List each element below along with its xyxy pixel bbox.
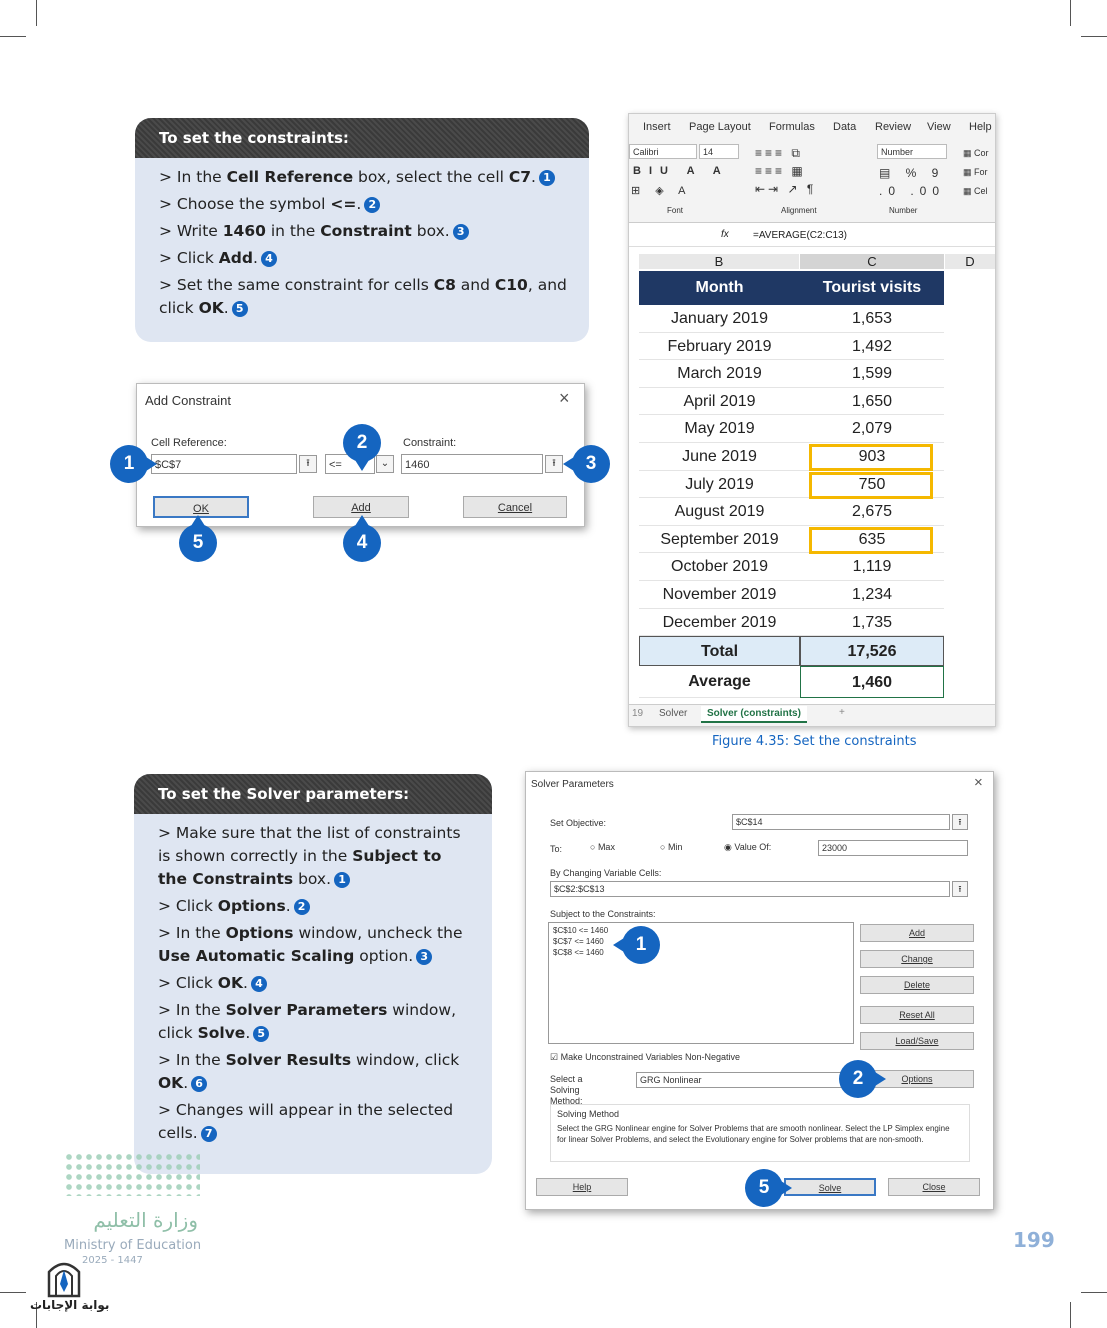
table-row-month[interactable]: November 2019	[639, 581, 800, 609]
solver-callout-5: 5	[745, 1169, 783, 1207]
help-button[interactable]: Help	[536, 1178, 628, 1196]
constraint-step	[159, 193, 569, 216]
max-label: Max	[597, 842, 615, 852]
step-text: .	[223, 299, 229, 317]
table-row-month[interactable]: March 2019	[639, 360, 800, 388]
step-number-badge: 4	[251, 976, 267, 992]
close-button[interactable]: Close	[888, 1178, 980, 1196]
callout-5: 5	[179, 524, 217, 562]
col-header-b: B	[639, 254, 799, 269]
callout-1: 1	[110, 445, 148, 483]
fx-icon: fx	[721, 229, 729, 240]
excel-window	[628, 113, 996, 727]
font-style-icons[interactable]: BIU A A	[633, 165, 729, 177]
callout-4: 4	[343, 524, 381, 562]
step-number-badge: 2	[294, 899, 310, 915]
group-label-font: Font	[667, 206, 684, 215]
total-row-value[interactable]: 17,526	[800, 636, 944, 666]
group-label-alignment: Alignment	[781, 206, 817, 215]
average-row-month[interactable]: Average	[639, 666, 800, 698]
ribbon-tab[interactable]: Help	[969, 121, 992, 133]
constraint-highlight	[809, 472, 933, 499]
step-text: > Choose the symbol	[159, 195, 331, 213]
table-row-month[interactable]: July 2019	[639, 471, 800, 499]
step-text: .	[252, 249, 258, 267]
solver-panel	[134, 774, 492, 1174]
table-row-value[interactable]: 1,650	[800, 388, 944, 416]
step-number-badge: 7	[201, 1126, 217, 1142]
constraints-panel	[135, 118, 589, 342]
step-text: window, click	[158, 1001, 457, 1042]
step-text: Cell Reference	[226, 168, 354, 186]
ok-button[interactable]: OK	[153, 496, 249, 518]
step-text: Solver Results	[225, 1051, 352, 1069]
styles-item[interactable]: ▦ Cel	[963, 186, 988, 196]
step-text: 1460	[222, 222, 266, 240]
solver-step	[158, 1049, 472, 1095]
value-of-radio[interactable]: ◉ Value Of:	[724, 842, 772, 852]
side-button-loadsave[interactable]: Load/Save	[860, 1032, 974, 1050]
step-text: C10	[494, 276, 528, 294]
step-text: Options	[217, 897, 286, 915]
solver-step	[158, 822, 472, 891]
formula-text: =AVERAGE(C2:C13)	[753, 230, 848, 241]
constraint-item[interactable]: $C$7 <= 1460	[553, 937, 604, 946]
side-button-delete[interactable]: Delete	[860, 976, 974, 994]
table-row-month[interactable]: May 2019	[639, 415, 800, 443]
group-label-number: Number	[889, 206, 918, 215]
add-button[interactable]: Add	[313, 496, 409, 518]
constraint-step	[159, 220, 569, 243]
table-row-value[interactable]: 1,492	[800, 333, 944, 361]
table-row-value[interactable]: 1,234	[800, 581, 944, 609]
alignment-icons[interactable]: ≡≡≡ ⧉ ≡≡≡ ▦ ⇤⇥ ↗ ¶	[755, 146, 817, 196]
step-text: OK	[217, 974, 243, 992]
method-select[interactable]: GRG Nonlinear	[636, 1072, 846, 1088]
total-row-month[interactable]: Total	[639, 636, 800, 666]
min-radio[interactable]: ○ Min	[660, 842, 683, 852]
operator-select[interactable]: <=	[325, 454, 375, 474]
cell-reference-input[interactable]: $C$7	[151, 454, 297, 474]
step-text: window, click	[351, 1051, 460, 1069]
set-objective-label: Set Objective:	[550, 818, 607, 828]
step-text: option.	[354, 947, 414, 965]
step-text: > In the	[159, 168, 227, 186]
page-number: 199	[1013, 1228, 1055, 1252]
step-text: > In the	[158, 1001, 226, 1019]
changing-cells-label: By Changing Variable Cells:	[550, 868, 662, 878]
step-text: C7	[508, 168, 532, 186]
col-header-c: C	[800, 254, 944, 269]
table-row-month[interactable]: February 2019	[639, 333, 800, 361]
cell-reference-label: Cell Reference:	[151, 437, 227, 449]
min-label: Min	[667, 842, 683, 852]
solving-method-box	[550, 1104, 970, 1162]
max-radio[interactable]: ○ Max	[590, 842, 615, 852]
collapse-changing-icon[interactable]: ⭱	[952, 881, 968, 897]
solver-callout-2: 2	[839, 1060, 877, 1098]
step-text: Solver Parameters	[225, 1001, 388, 1019]
number-format-icons[interactable]: ▤ % 9 .0 .00	[879, 166, 946, 198]
step-text: > In the	[158, 924, 226, 942]
ministry-logo-dots	[64, 1152, 200, 1196]
border-fill-icons[interactable]: ⊞ ◈ A	[631, 185, 692, 197]
changing-cells-input[interactable]: $C$2:$C$13	[550, 881, 950, 897]
dialog-title: Add Constraint	[145, 393, 231, 408]
step-text: > Click	[159, 249, 219, 267]
ribbon-tab[interactable]: Review	[875, 121, 912, 133]
step-number-badge: 1	[539, 170, 555, 186]
figure-caption: Figure 4.35: Set the constraints	[712, 734, 917, 749]
close-icon[interactable]: ×	[974, 774, 983, 791]
portal-name-ar: بوابة الإجابات	[30, 1298, 110, 1312]
sheet-row-num: 19	[632, 708, 644, 719]
step-text: , and click	[159, 276, 567, 317]
step-text: > Write	[159, 222, 223, 240]
method-label: Select a Solving Method:	[550, 1074, 583, 1106]
step-text: OK	[158, 1074, 184, 1092]
solver-step	[158, 999, 472, 1045]
constraint-step	[159, 247, 569, 270]
ministry-year: 2025 - 1447	[82, 1255, 143, 1266]
ribbon-tab[interactable]: Insert	[643, 121, 671, 133]
step-number-badge: 4	[261, 251, 277, 267]
table-row-value[interactable]: 1,119	[800, 553, 944, 581]
table-row-value[interactable]: 1,653	[800, 305, 944, 333]
step-text: window, uncheck the	[293, 924, 463, 942]
average-row-value[interactable]: 1,460	[800, 666, 944, 698]
formula-bar[interactable]	[629, 226, 995, 247]
excel-ribbon	[629, 114, 995, 223]
step-text: > Make sure that the list of constraints is shown correctly in the	[158, 824, 461, 865]
step-number-badge: 3	[453, 224, 469, 240]
step-text: box.	[293, 870, 332, 888]
subject-label: Subject to the Constraints:	[550, 909, 656, 919]
table-row-month[interactable]: September 2019	[639, 526, 800, 554]
step-text: Options	[225, 924, 294, 942]
table-row-month[interactable]: October 2019	[639, 553, 800, 581]
table-row-value[interactable]: 2,079	[800, 415, 944, 443]
col-header-d: D	[945, 254, 995, 269]
nonneg-checkbox[interactable]: ☑ Make Unconstrained Variables Non-Negative	[550, 1052, 741, 1062]
nonneg-label: Make Unconstrained Variables Non-Negative	[560, 1052, 741, 1062]
solver-panel-title: To set the Solver parameters:	[134, 774, 492, 814]
step-text: .	[285, 897, 291, 915]
ministry-name-ar: وزارة التعليم	[93, 1208, 198, 1232]
ribbon-tab[interactable]: View	[927, 121, 951, 133]
ribbon-tab[interactable]: Page Layout	[689, 121, 751, 133]
styles-item[interactable]: ▦ Cor	[963, 148, 989, 158]
step-text: Use Automatic Scaling	[158, 947, 355, 965]
constraint-highlight	[809, 444, 933, 471]
table-row-month[interactable]: January 2019	[639, 305, 800, 333]
chevron-down-icon[interactable]: ⌄	[376, 455, 394, 473]
solving-method-title: Solving Method	[557, 1109, 620, 1119]
side-button-resetall[interactable]: Reset All	[860, 1006, 974, 1024]
step-text: .	[531, 168, 536, 186]
solver-step	[158, 895, 472, 918]
value-of-label: Value Of:	[734, 842, 772, 852]
collapse-ref-icon[interactable]: ⭱	[299, 455, 317, 473]
to-label: To:	[550, 844, 563, 854]
constraint-step	[159, 166, 569, 189]
step-text: and	[455, 276, 495, 294]
solver-dialog-title: Solver Parameters	[531, 779, 614, 790]
step-text: > Click	[158, 897, 218, 915]
constraint-highlight	[809, 527, 933, 554]
constraint-item[interactable]: $C$10 <= 1460	[553, 926, 609, 935]
font-name-select[interactable]: Calibri	[629, 144, 697, 159]
table-header-month[interactable]: Month	[639, 271, 800, 305]
table-row-value[interactable]: 1,599	[800, 360, 944, 388]
table-header-value[interactable]: Tourist visits	[800, 271, 944, 305]
step-number-badge: 2	[364, 197, 380, 213]
constraints-listbox[interactable]	[548, 922, 854, 1044]
constraint-item[interactable]: $C$8 <= 1460	[553, 948, 604, 957]
table-row-value[interactable]: 903	[800, 443, 944, 471]
table-row-month[interactable]: April 2019	[639, 388, 800, 416]
table-row-month[interactable]: December 2019	[639, 609, 800, 637]
step-text: OK	[198, 299, 224, 317]
side-button-change[interactable]: Change	[860, 950, 974, 968]
solver-callout-1: 1	[622, 926, 660, 964]
sheet-tab-solver-constraints[interactable]: Solver (constraints)	[701, 706, 807, 723]
styles-item[interactable]: ▦ For	[963, 167, 988, 177]
step-number-badge: 5	[232, 301, 248, 317]
solving-method-text: Select the GRG Nonlinear engine for Solver Problems that are smooth nonlinear. Select the LP Simplex engine for linear Solver Problems, and select the Evolutionary engine for Solver problems that are non-smooth.	[557, 1124, 950, 1144]
solver-steps	[134, 814, 492, 1145]
constraint-input[interactable]: 1460	[401, 454, 543, 474]
set-objective-input[interactable]: $C$14	[732, 814, 950, 830]
solve-button[interactable]: Solve	[784, 1178, 876, 1196]
portal-logo-icon	[44, 1256, 84, 1298]
table-row-value[interactable]: 1,735	[800, 609, 944, 637]
callout-2: 2	[343, 424, 381, 462]
step-text: > Changes will appear in the selected cells.	[158, 1101, 454, 1142]
close-icon[interactable]: ×	[559, 388, 570, 408]
styles-group	[963, 144, 989, 201]
collapse-constraint-icon[interactable]: ⭱	[545, 455, 563, 473]
step-text: .	[183, 1074, 189, 1092]
options-button[interactable]: Options	[860, 1070, 974, 1088]
add-sheet-icon[interactable]: +	[839, 707, 845, 718]
ribbon-tab[interactable]: Data	[833, 121, 857, 133]
table-row-value[interactable]: 635	[800, 526, 944, 554]
table-row-month[interactable]: June 2019	[639, 443, 800, 471]
step-text: Add	[218, 249, 253, 267]
step-text: > Set the same constraint for cells	[159, 276, 434, 294]
constraints-panel-title: To set the constraints:	[135, 118, 589, 158]
step-text: .	[242, 974, 248, 992]
cancel-button[interactable]: Cancel	[463, 496, 567, 518]
step-text: C8	[433, 276, 456, 294]
constraint-list	[549, 923, 853, 960]
step-text: Solve	[197, 1024, 246, 1042]
step-text: in the	[265, 222, 321, 240]
step-text: .	[356, 195, 362, 213]
ministry-name-en: Ministry of Education	[64, 1238, 202, 1253]
constraint-step	[159, 274, 569, 320]
number-format-select[interactable]: Number	[877, 144, 947, 159]
solver-parameters-dialog	[525, 771, 994, 1210]
step-number-badge: 6	[191, 1076, 207, 1092]
table-row-value[interactable]: 2,675	[800, 498, 944, 526]
solver-step	[158, 972, 472, 995]
collapse-objective-icon[interactable]: ⭱	[952, 814, 968, 830]
constraint-label: Constraint:	[403, 437, 457, 449]
solver-step	[158, 922, 472, 968]
step-text: > Click	[158, 974, 218, 992]
step-text: > In the	[158, 1051, 226, 1069]
step-text: box.	[411, 222, 450, 240]
table-row-month[interactable]: August 2019	[639, 498, 800, 526]
step-text: box, select the cell	[353, 168, 509, 186]
side-button-add[interactable]: Add	[860, 924, 974, 942]
ribbon-tab[interactable]: Formulas	[769, 121, 815, 133]
step-number-badge: 1	[334, 872, 350, 888]
constraints-steps	[135, 158, 589, 320]
sheet-tab-solver[interactable]: Solver	[659, 708, 688, 719]
font-size-select[interactable]: 14	[699, 144, 739, 159]
step-text: <=	[330, 195, 357, 213]
step-number-badge: 3	[416, 949, 432, 965]
value-of-input[interactable]: 23000	[818, 840, 968, 856]
table-row-value[interactable]: 750	[800, 471, 944, 499]
step-text: Subject to the Constraints	[158, 847, 442, 888]
solver-step	[158, 1099, 472, 1145]
step-text: .	[245, 1024, 251, 1042]
callout-3: 3	[572, 445, 610, 483]
step-number-badge: 5	[253, 1026, 269, 1042]
step-text: Constraint	[320, 222, 412, 240]
